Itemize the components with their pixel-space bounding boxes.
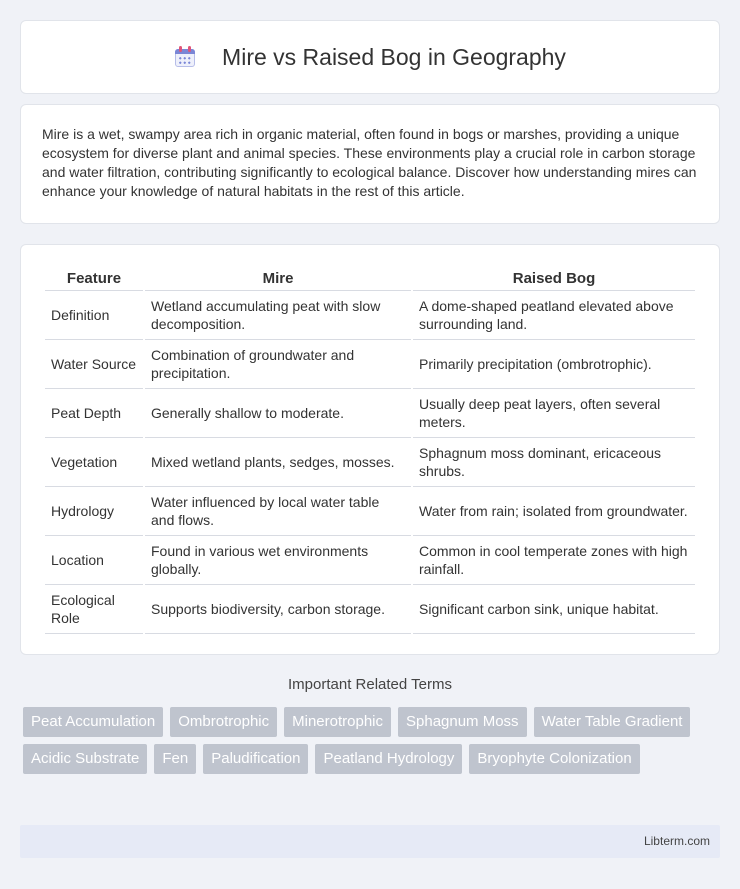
feature-cell: Peat Depth [45,389,143,438]
calendar-icon [174,46,196,68]
table-row [45,536,695,585]
mire-cell: Supports biodiversity, carbon storage. [145,585,411,634]
mire-cell: Water influenced by local water table and flows. [145,487,411,536]
header-mire: Mire [145,263,411,291]
mire-cell: Generally shallow to moderate. [145,389,411,438]
footer-site-link[interactable]: Libterm.com [643,834,710,848]
table-row [45,487,695,536]
feature-cell: Ecological Role [45,585,143,634]
raised-bog-cell: Significant carbon sink, unique habitat. [413,585,695,634]
header-feature: Feature [45,263,143,291]
table-row [45,291,695,340]
tag-minerotrophic[interactable]: Minerotrophic [284,707,391,737]
tag-fen[interactable]: Fen [154,744,196,774]
tag-acidic-substrate[interactable]: Acidic Substrate [23,744,147,774]
table-row [45,585,695,634]
related-terms-list [23,707,703,781]
table-row [45,389,695,438]
feature-cell: Water Source [45,340,143,389]
raised-bog-cell: Common in cool temperate zones with high rainfall. [413,536,695,585]
footer [20,825,720,858]
raised-bog-cell: Sphagnum moss dominant, ericaceous shrubs. [413,438,695,487]
tag-bryophyte-colonization[interactable]: Bryophyte Colonization [469,744,639,774]
intro-paragraph: Mire is a wet, swampy area rich in organic material, often found in bogs or marshes, providing a unique ecosystem for diverse plant and animal species. These environments play a crucial role in carbon storage and water filtration, contributing significantly to ecological balance. Discover how understanding mires can enhance your knowledge of natural habitats in the rest of this article. [42,126,697,199]
tag-peat-accumulation[interactable]: Peat Accumulation [23,707,163,737]
tag-water-table-gradient[interactable]: Water Table Gradient [534,707,691,737]
raised-bog-cell: Usually deep peat layers, often several meters. [413,389,695,438]
comparison-table [43,263,697,634]
feature-cell: Location [45,536,143,585]
comparison-table-card [20,244,720,655]
header [174,44,566,71]
raised-bog-cell: A dome-shaped peatland elevated above surrounding land. [413,291,695,340]
feature-cell: Definition [45,291,143,340]
feature-cell: Vegetation [45,438,143,487]
mire-cell: Found in various wet environments globally. [145,536,411,585]
page-title: Mire vs Raised Bog in Geography [222,43,566,70]
tag-paludification[interactable]: Paludification [203,744,308,774]
related-terms-title: Important Related Terms [288,676,452,693]
mire-cell: Mixed wetland plants, sedges, mosses. [145,438,411,487]
mire-cell: Combination of groundwater and precipitation. [145,340,411,389]
header-card [20,20,720,94]
table-row [45,438,695,487]
mire-cell: Wetland accumulating peat with slow decomposition. [145,291,411,340]
tag-peatland-hydrology[interactable]: Peatland Hydrology [315,744,462,774]
intro-card [20,104,720,224]
table-row [45,340,695,389]
tag-ombrotrophic[interactable]: Ombrotrophic [170,707,277,737]
raised-bog-cell: Primarily precipitation (ombrotrophic). [413,340,695,389]
table-header-row [45,263,695,291]
feature-cell: Hydrology [45,487,143,536]
tag-sphagnum-moss[interactable]: Sphagnum Moss [398,707,527,737]
header-raised-bog: Raised Bog [413,263,695,291]
raised-bog-cell: Water from rain; isolated from groundwater. [413,487,695,536]
